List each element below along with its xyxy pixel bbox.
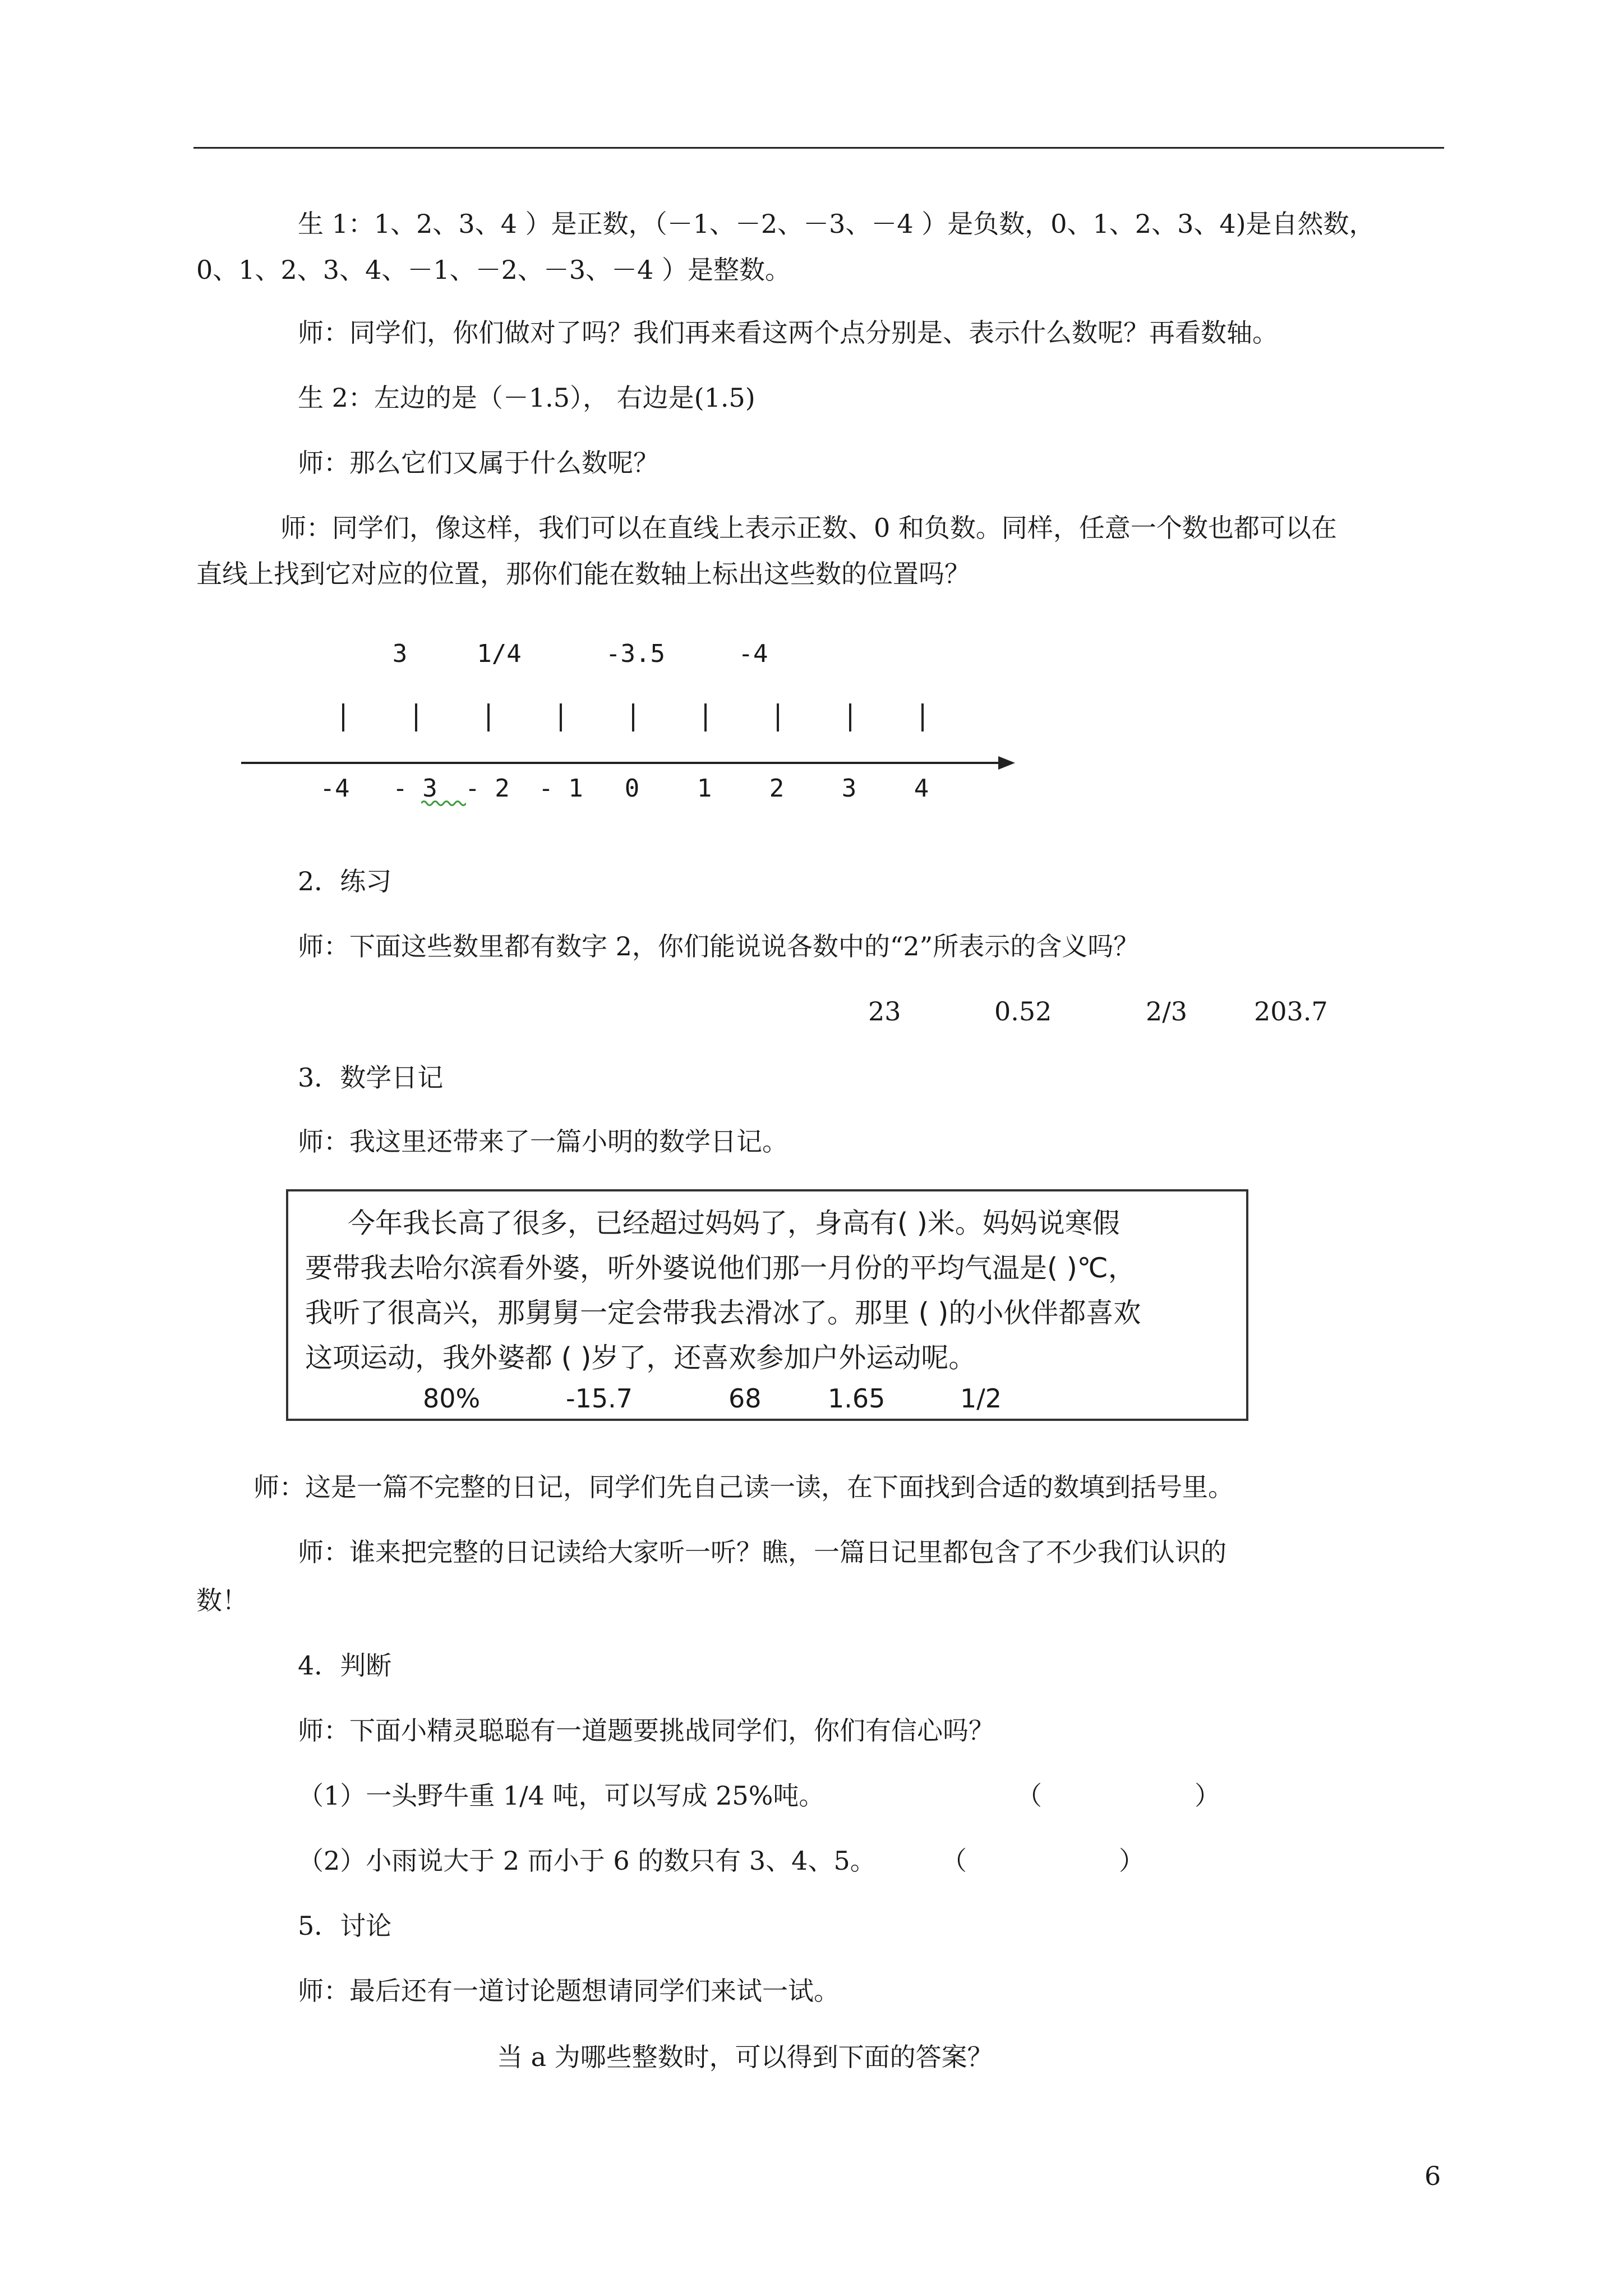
- math-diary-box: [286, 1189, 1248, 1421]
- number-line-axis-label: - 3: [393, 774, 437, 803]
- number-line-axis-label: 2: [769, 774, 785, 803]
- number-line-tick: [632, 703, 634, 731]
- number-line-tick: [849, 703, 851, 731]
- number-line-top-label: 1/4: [477, 639, 522, 668]
- diary-line: 这项运动，我外婆都 ( )岁了，还喜欢参加户外运动呢。: [305, 1342, 976, 1374]
- example-number: 23: [868, 996, 901, 1027]
- number-line-axis-label: 1: [697, 774, 712, 803]
- diary-option: 1.65: [828, 1383, 886, 1414]
- number-line-top-label: -3.5: [606, 639, 665, 668]
- diary-option: -15.7: [566, 1383, 633, 1414]
- section-3-heading: 3．数学日记: [298, 1062, 444, 1093]
- section-4-heading: 4．判断: [298, 1650, 392, 1681]
- number-line-axis-label: -4: [320, 774, 350, 803]
- judgment-question-2: （2）小雨说大于 2 而小于 6 的数只有 3、4、5。: [298, 1846, 876, 1876]
- number-line-tick: [560, 703, 562, 731]
- diary-option: 1/2: [960, 1383, 1002, 1414]
- answer-paren-open: （: [941, 1846, 967, 1876]
- diary-line: 要带我去哈尔滨看外婆，听外婆说他们那一月份的平均气温是( )℃，: [305, 1252, 1136, 1284]
- section-3-text: 师：我这里还带来了一篇小明的数学日记。: [298, 1126, 788, 1157]
- number-line-tick: [487, 703, 490, 731]
- number-line-top-label: -4: [738, 639, 768, 668]
- diary-line: 我听了很高兴，那舅舅一定会带我去滑冰了。那里 ( )的小伙伴都喜欢: [305, 1297, 1141, 1329]
- spellcheck-squiggle: [421, 799, 466, 807]
- teacher-question-1: 师：同学们，你们做对了吗？我们再来看这两个点分别是、表示什么数呢？再看数轴。: [298, 318, 1278, 348]
- student1-answer-line2: 0、1、2、3、4、－1、－2、－3、－4 ）是整数。: [196, 255, 791, 285]
- section-2-text: 师：下面这些数里都有数字 2，你们能说说各数中的“2”所表示的含义吗？: [298, 931, 1140, 961]
- teacher-explanation-line2: 直线上找到它对应的位置，那你们能在数轴上标出这些数的位置吗？: [196, 559, 970, 589]
- teacher-question-2: 师：那么它们又属于什么数呢？: [298, 448, 659, 478]
- number-line-tick: [921, 703, 924, 731]
- number-line-tick: [415, 703, 417, 731]
- number-line-tick: [777, 703, 779, 731]
- number-line-axis-label: 3: [841, 774, 857, 803]
- example-number: 2/3: [1146, 996, 1188, 1027]
- judgment-question-1: （1）一头野牛重 1/4 吨，可以写成 25%吨。: [298, 1780, 825, 1811]
- section-4-text: 师：下面小精灵聪聪有一道题要挑战同学们，你们有信心吗？: [298, 1715, 994, 1746]
- number-line-axis-label: 4: [914, 774, 929, 803]
- section-5-text: 师：最后还有一道讨论题想请同学们来试一试。: [298, 1976, 840, 2006]
- header-rule: [193, 147, 1444, 149]
- diary-option: 68: [728, 1383, 762, 1414]
- diary-followup-line2: 数！: [196, 1585, 248, 1616]
- student1-answer-line1: 生 1：1、2、3、4 ）是正数，（－1、－2、－3、－4 ）是负数，0、1、2、3、4)是自然数，: [298, 209, 1375, 239]
- answer-paren-close: ）: [1119, 1846, 1145, 1876]
- section-5-heading: 5．讨论: [298, 1911, 392, 1941]
- number-line-tick: [342, 703, 344, 731]
- number-line-tick: [704, 703, 707, 731]
- diary-followup-line1: 师：谁来把完整的日记读给大家听一听？瞧，一篇日记里都包含了不少我们认识的: [298, 1537, 1227, 1567]
- number-line-top-label: 3: [392, 639, 408, 668]
- number-line-axis-label: - 2: [465, 774, 510, 803]
- page-number: 6: [1424, 2161, 1441, 2191]
- teacher-explanation-line1: 师：同学们，像这样，我们可以在直线上表示正数、0 和负数。同样，任意一个数也都可以在: [280, 513, 1337, 543]
- diary-option: 80%: [423, 1383, 481, 1414]
- answer-paren-open: （: [1016, 1780, 1042, 1811]
- number-line-axis-label: 0: [624, 774, 640, 803]
- student2-answer: 生 2：左边的是（－1.5）， 右边是(1.5): [298, 383, 755, 413]
- answer-paren-close: ）: [1195, 1780, 1220, 1811]
- example-number: 0.52: [994, 996, 1052, 1027]
- diary-line: 今年我长高了很多，已经超过妈妈了，身高有( )米。妈妈说寒假: [348, 1207, 1120, 1239]
- diary-instruction: 师：这是一篇不完整的日记，同学们先自己读一读，在下面找到合适的数填到括号里。: [253, 1472, 1234, 1502]
- number-line-axis-label: - 1: [538, 774, 583, 803]
- section-2-heading: 2．练习: [298, 866, 392, 896]
- number-line-axis: [238, 752, 1018, 774]
- discussion-question: 当 a 为哪些整数时，可以得到下面的答案？: [497, 2042, 993, 2072]
- example-number: 203.7: [1254, 996, 1328, 1027]
